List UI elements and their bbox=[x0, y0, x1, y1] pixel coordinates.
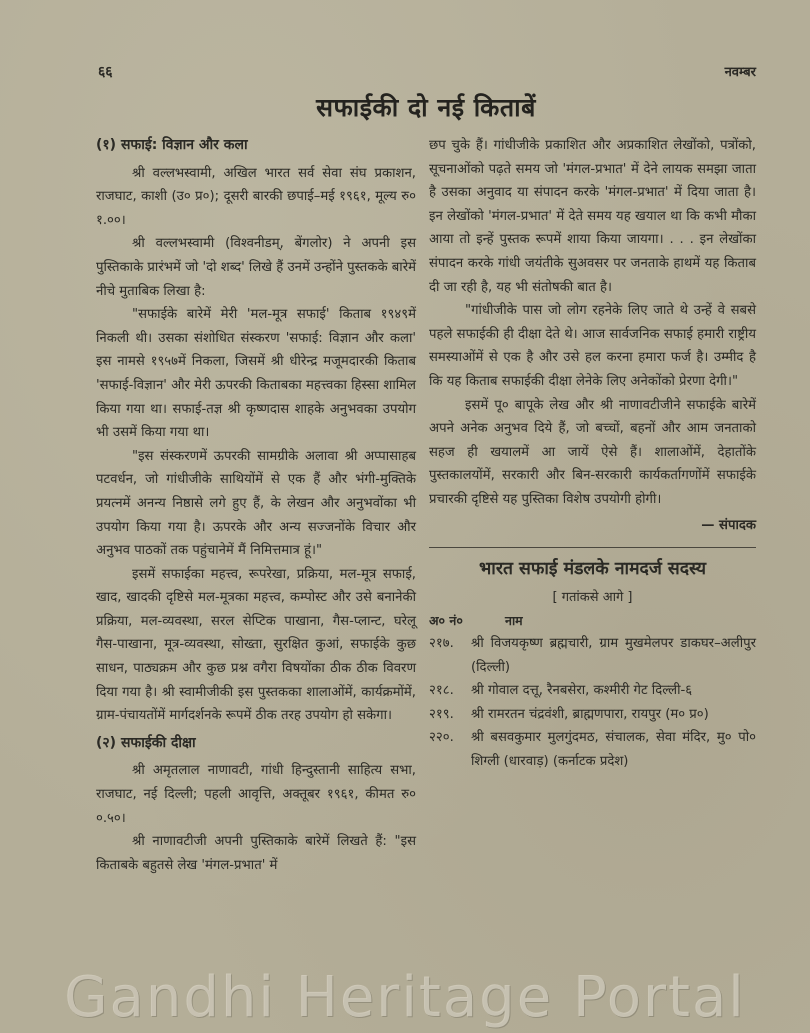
members-list-title: भारत सफाई मंडलके नामदर्ज सदस्य bbox=[479, 559, 706, 580]
serial-column-header: अ० नं० bbox=[429, 613, 463, 629]
member-details: श्री गोवाल दत्तू, रैनबसेरा, कश्मीरी गेट दिल्ली-६ bbox=[471, 683, 693, 699]
watermark: Gandhi Heritage Portal bbox=[64, 965, 746, 1030]
paragraph: श्री वल्लभस्वामी, अखिल भारत सर्व सेवा संघ प्रकाशन, राजघाट, काशी (उ० प्र०); दूसरी बारकी छपाई–मई १९६१, मूल्य रु० १.००। bbox=[96, 165, 416, 228]
member-serial: २२०. bbox=[429, 730, 454, 746]
paragraph: श्री वल्लभस्वामी (विश्वनीडम्, बेंगलोर) ने अपनी इस पुस्तिकाके प्रारंभमें जो 'दो शब्द' लिखे हैं उनमें उन्होंने पुस्तकके बारेमें नीचे मुताबिक लिखा है: bbox=[96, 236, 416, 299]
member-serial: २१७. bbox=[429, 636, 454, 652]
article-title: सफाईकी दो नई किताबें bbox=[316, 93, 536, 122]
member-details: श्री बसवकुमार मुलगुंदमठ, संचालक, सेवा मंदिर, मु० पो० शिग्ली (धारवाड़) (कर्नाटक प्रदेश) bbox=[471, 730, 756, 770]
member-serial: २१८. bbox=[429, 683, 454, 699]
paragraph: श्री अमृतलाल नाणावटी, गांधी हिन्दुस्तानी साहित्य सभा, राजघाट, नई दिल्ली; पहली आवृत्ति, अक्तूबर १९६१, कीमत रु० ०.५०। bbox=[96, 763, 416, 826]
paragraph: इसमें पू० बापूके लेख और श्री नाणावटीजीने सफाईके बारेमें अपने अनेक अनुभव दिये हैं, जो बच्चों, बहनों और आम जनताको सहज ही खयालमें आ जायें ऐसे हैं। शालाओंमें, देहातोंके पुस्तकालयोंमें, सरकारी और बिन-सरकारी कार्यकर्तागणोंमें सफाईके प्रचारकी दृष्टिसे यह पुस्तिका विशेष उपयोगी होगी। bbox=[429, 397, 756, 507]
members-list-header bbox=[429, 610, 756, 632]
member-entry bbox=[429, 679, 756, 703]
name-column-header: नाम bbox=[505, 613, 523, 629]
paragraph: "सफाईके बारेमें मेरी 'मल-मूत्र सफाई' किताब १९४९में निकली थी। उसका संशोधित संस्करण 'सफाई: विज्ञान और कला' इस नामसे १९५७में निकला, जिसमें श्री धीरेन्द्र मजूमदारकी किताब 'सफाई-विज्ञान' और मेरी ऊपरकी किताबका महत्त्वका हिस्सा शामिल किया गया था। सफाई-तज्ञ श्री कृष्णदास शाहके अनुभवका उपयोग भी उसमें किया गया था। bbox=[96, 307, 416, 441]
running-header-month: नवम्बर bbox=[724, 65, 756, 80]
member-details: श्री रामरतन चंद्रवंशी, ब्राह्मणपारा, रायपुर (म० प्र०) bbox=[471, 706, 709, 722]
paragraph: इसमें सफाईका महत्त्व, रूपरेखा, प्रक्रिया, मल-मूत्र सफाई, खाद, खादकी दृष्टिसे मल-मूत्रका महत्त्व, कम्पोस्ट और उसे बनानेकी प्रक्रिया, मल-व्यवस्था, सरल सेप्टिक पाखाना, गैस-प्लान्ट, घरेलू गैस-पाखाना, मूत्र-व्यवस्था, सोख्ता, सुरक्षित कुआं, सफाईके कुछ साधन, पाठ्यक्रम और कुछ प्रश्न वगैरा विषयोंका ठीक ठीक विवरण दिया गया है। श्री स्वामीजीकी इस पुस्तकका शालाओंमें, कार्यक्रमोंमें, ग्राम-पंचायतोंमें मार्गदर्शनके रूपमें ठीक तरह उपयोग हो सकेगा। bbox=[96, 566, 416, 724]
member-serial: २१९. bbox=[429, 706, 454, 722]
member-entry bbox=[429, 632, 756, 679]
paragraph: श्री नाणावटीजी अपनी पुस्तिकाके बारेमें लिखते हैं: "इस किताबके बहुतसे लेख 'मंगल-प्रभात' में bbox=[96, 834, 416, 873]
section-heading: (१) सफाई: विज्ञान और कला bbox=[96, 137, 248, 153]
member-details: श्री विजयकृष्ण ब्रह्मचारी, ग्राम मुखमेलपर डाकघर–अलीपुर (दिल्ली) bbox=[471, 636, 756, 675]
member-entry bbox=[429, 703, 756, 727]
right-column bbox=[429, 134, 756, 774]
paragraph: छप चुके हैं। गांधीजीके प्रकाशित और अप्रकाशित लेखोंको, पत्रोंको, सूचनाओंको पढ़ते समय जो 'मंगल-प्रभात' में देने लायक समझा जाता है उसका अनुवाद या संपादन करके 'मंगल-प्रभात' में दिया जाता है। इन लेखोंको 'मंगल-प्रभात' में देते समय यह खयाल था कि कभी मौका आया तो इन्हें पुस्तक रूपमें शाया किया जायगा। . . . इन लेखोंका संपादन करके गांधी जयंतीके सुअवसर पर जनताके हाथमें यह किताब दी जा रही है, यह भी संतोषकी बात है। bbox=[429, 138, 756, 295]
editor-signature: — संपादक bbox=[701, 517, 756, 533]
left-column bbox=[96, 134, 416, 877]
paragraph: "गांधीजीके पास जो लोग रहनेके लिए जाते थे उन्हें वे सबसे पहले सफाईकी ही दीक्षा देते थे। आज सार्वजनिक सफाई हमारी राष्ट्रीय समस्याओंमें से एक है और उसे हल करना हमारा फर्ज है। उम्मीद है कि यह किताब सफाईकी दीक्षा लेनेके लिए अनेकोंको प्रेरणा देगी।" bbox=[429, 303, 756, 389]
magazine-page bbox=[96, 0, 756, 1033]
continued-note: [ गतांकसे आगे ] bbox=[552, 590, 633, 606]
member-entry bbox=[429, 726, 756, 773]
page-number: ६६ bbox=[98, 64, 113, 80]
section-divider bbox=[429, 547, 756, 548]
paragraph: "इस संस्करणमें ऊपरकी सामग्रीके अलावा श्री अप्पासाहब पटवर्धन, जो गांधीजीके साथियोंमें से एक हैं और भंगी-मुक्तिके प्रयत्नमें अनन्य निष्ठासे लगे हुए हैं, के लेखन और अनुभवोंका भी उपयोग किया गया है। ऊपरके और अन्य सज्जनोंके विचार और अनुभव पाठकों तक पहुंचानेमें मैं निमित्तमात्र हूं।" bbox=[96, 448, 416, 559]
section-heading: (२) सफाईकी दीक्षा bbox=[96, 734, 196, 751]
